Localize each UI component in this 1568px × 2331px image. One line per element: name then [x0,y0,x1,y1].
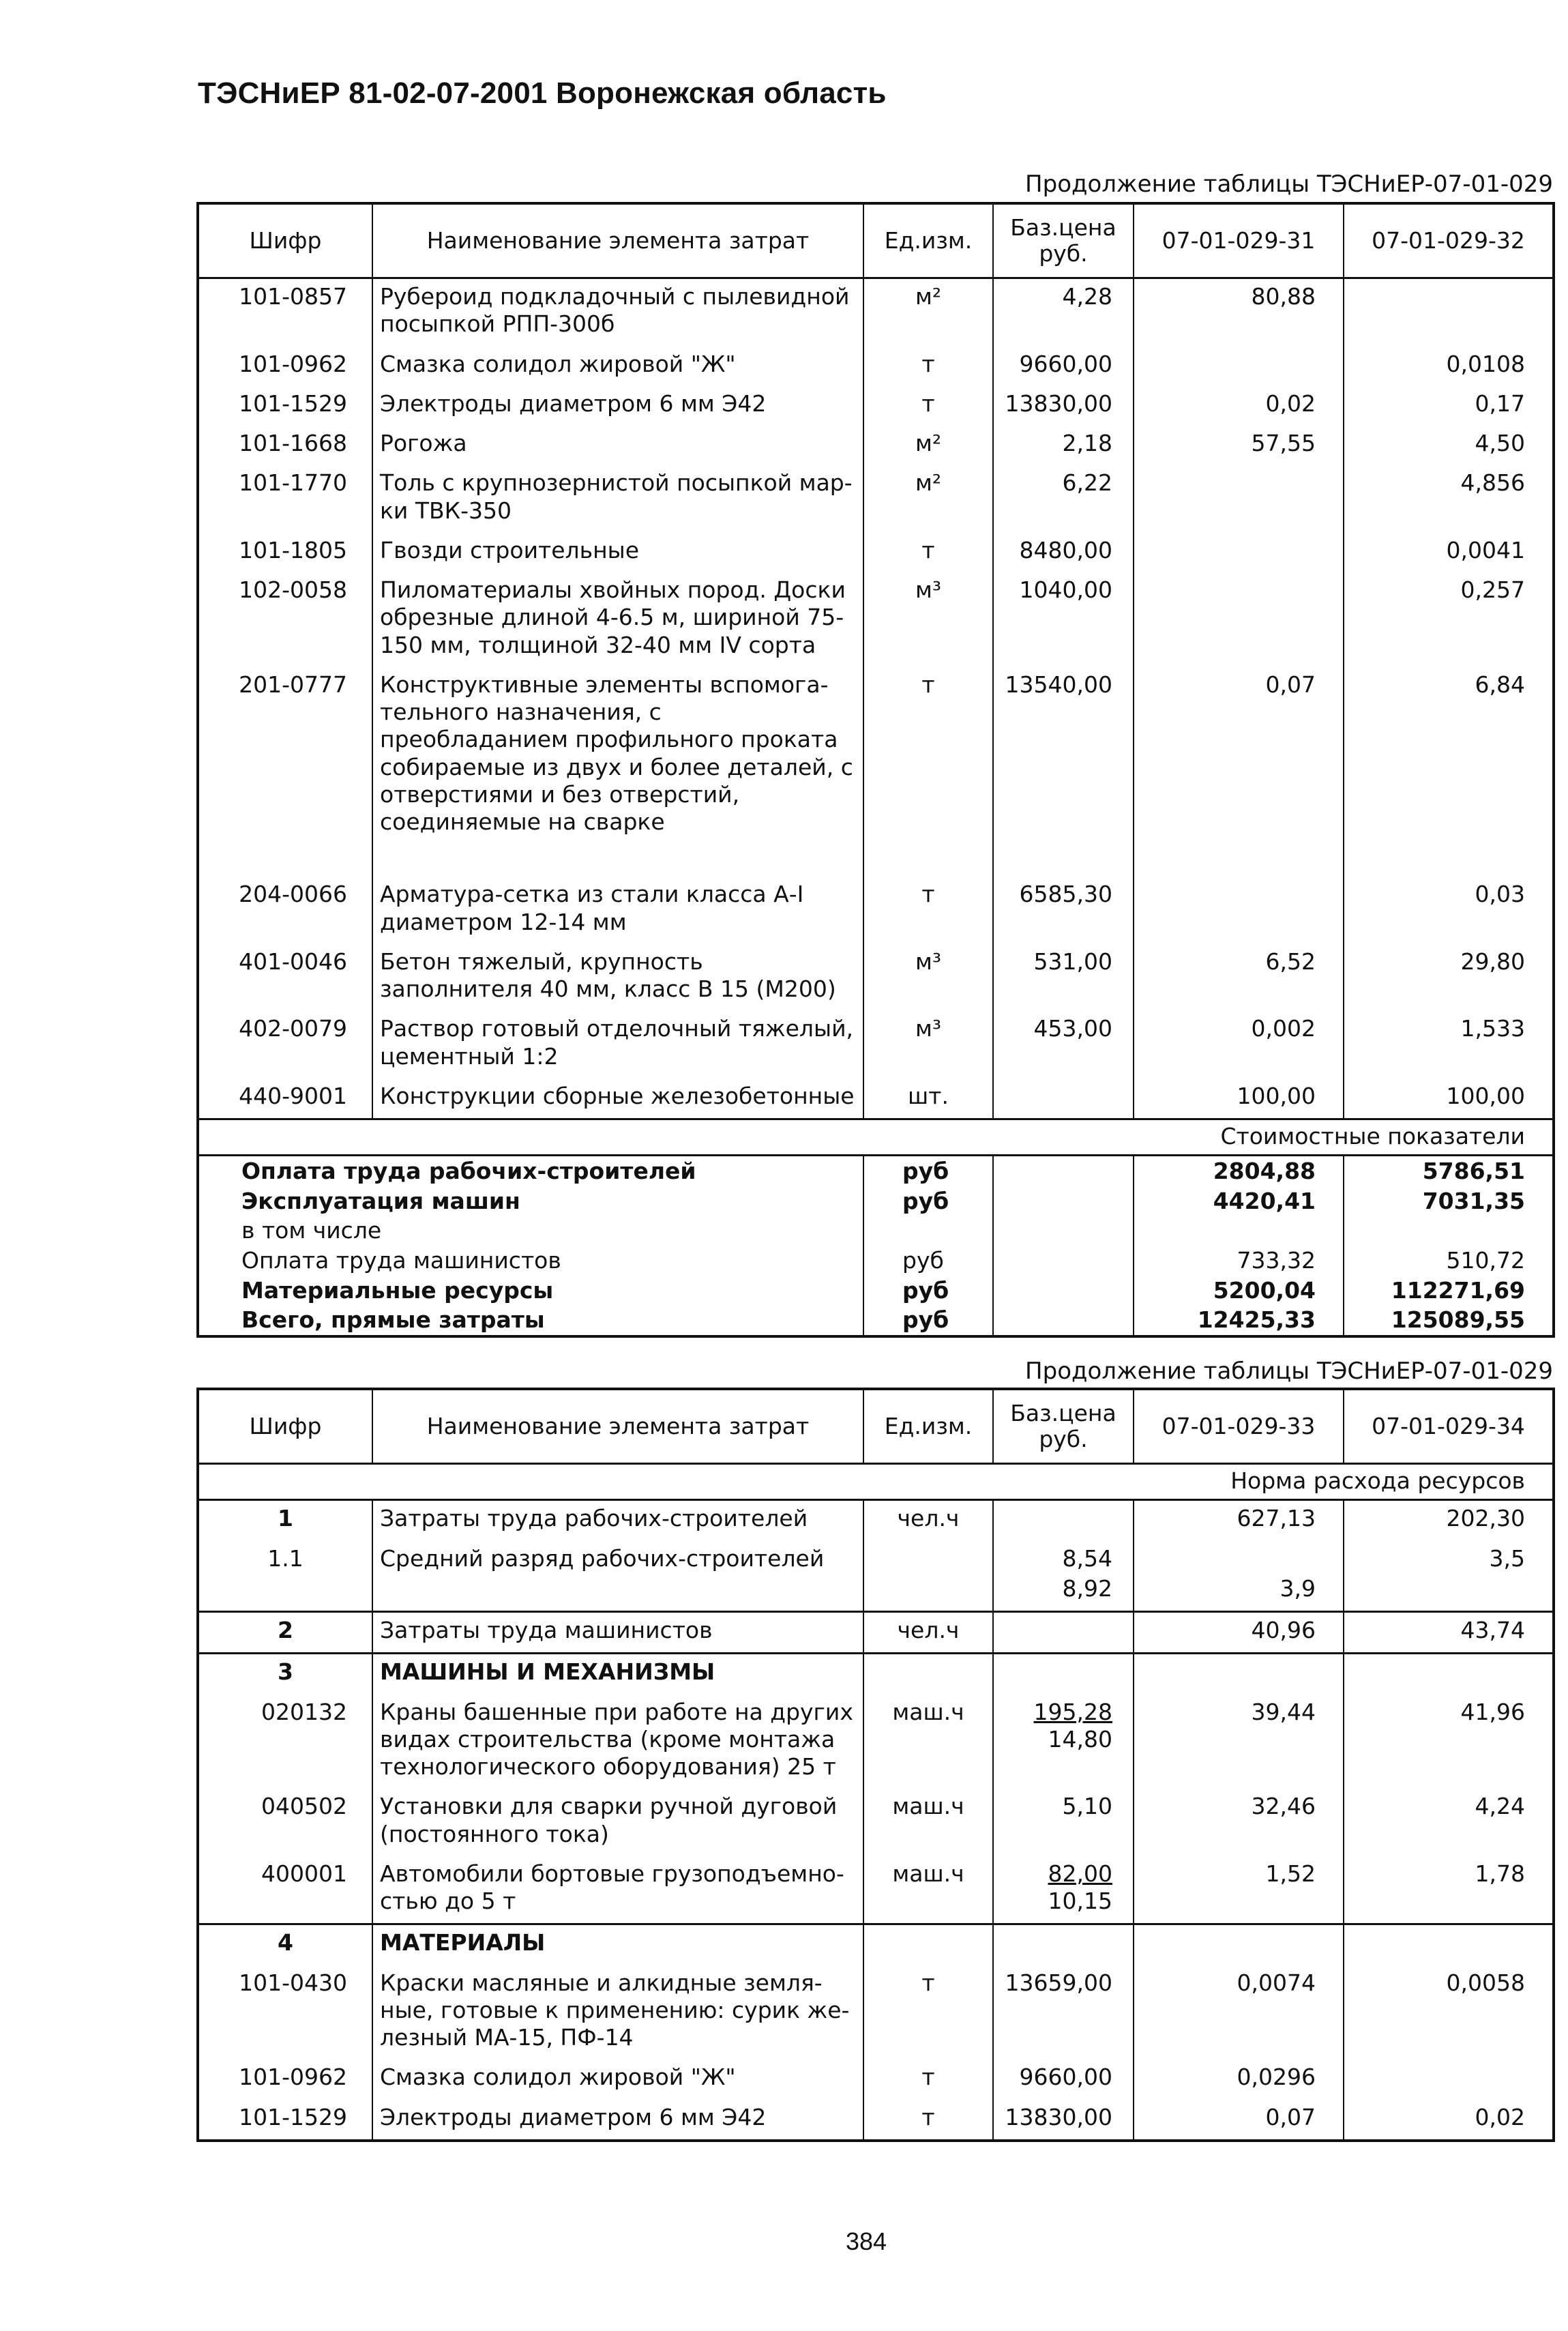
cell-unit: т [863,347,993,386]
cell-name: МАШИНЫ И МЕХАНИЗМЫ [372,1654,863,1695]
cell-code: 400001 [198,1856,372,1924]
cell-col-a: 100,00 [1134,1079,1344,1119]
cell-unit: т [863,667,993,877]
cell-code: 440-9001 [198,1079,372,1119]
table-row [198,1856,1554,1924]
cell-col-a: 0,02 [1134,386,1344,426]
cell-col-b: 4,24 [1344,1789,1554,1856]
cell-code: 101-1529 [198,386,372,426]
cell-code: 040502 [198,1789,372,1856]
summary-col-b: 5786,51 [1344,1156,1554,1186]
cell-name: Гвозди строительные [372,533,863,572]
cell-unit [863,1924,993,1965]
cell-name: Бетон тяжелый, крупность заполнителя 40 мм, класс В 15 (М200) [372,944,863,1012]
price-value: 82,00 [1048,1860,1112,1887]
cell-name: Пиломатериалы хвойных пород. Доски обрезные длиной 4-6.5 м, шириной 75-150 мм, толщиной 32-40 мм IV сорта [372,572,863,667]
cell-code: 101-1805 [198,533,372,572]
summary-col-a: 4420,41 [1134,1186,1344,1216]
cell-price [993,1924,1134,1965]
cell-code: 101-1668 [198,426,372,465]
cell-code: 101-0857 [198,278,372,347]
cell-unit [863,1574,993,1612]
cell-price: 2,18 [993,426,1134,465]
summary-price [993,1305,1134,1336]
cell-name: Толь с крупнозернистой посыпкой мар-ки ТВК-350 [372,465,863,533]
summary-label: Оплата труда рабочих-строителей [198,1156,863,1186]
table-row [198,1011,1554,1079]
cell-unit: т [863,386,993,426]
column-header-code: Шифр [198,203,372,278]
cell-unit: т [863,2059,993,2099]
cell-price: 13540,00 [993,667,1134,877]
cell-col-a: 0,0296 [1134,2059,1344,2099]
cell-col-b: 3,5 [1344,1541,1554,1574]
cell-price [993,1695,1134,1789]
cell-name: Автомобили бортовые грузоподъемно-стью до 5 т [372,1856,863,1924]
cell-price: 8,54 [993,1541,1134,1574]
cell-unit: т [863,533,993,572]
summary-col-a: 733,32 [1134,1246,1344,1276]
column-header-col-a: 07-01-029-33 [1134,1389,1344,1464]
cell-unit: м² [863,278,993,347]
cell-col-b: 43,74 [1344,1612,1554,1654]
cell-col-b [1344,278,1554,347]
table-row [198,1789,1554,1856]
cell-col-a [1134,1924,1344,1965]
cell-code: 2 [198,1612,372,1654]
cell-col-b [1344,2059,1554,2099]
table-row [198,1079,1554,1119]
table-row [198,465,1554,533]
cell-code: 020132 [198,1695,372,1789]
summary-label: в том числе [198,1216,863,1246]
cell-col-a: 0,0074 [1134,1965,1344,2060]
summary-unit: руб [863,1186,993,1216]
cell-name: Арматура-сетка из стали класса А-I диаметром 12-14 мм [372,877,863,944]
cell-col-a [1134,1541,1344,1574]
cell-name: Конструктивные элементы вспомога-тельного назначения, с преобладанием профильного проката собираемые из двух и более деталей, с отверстиями и без отверстий, соединяемые на сварке [372,667,863,877]
cell-code: 402-0079 [198,1011,372,1079]
cell-col-b [1344,1574,1554,1612]
table-row [198,426,1554,465]
cell-code [198,1574,372,1612]
cell-price [993,1079,1134,1119]
table-header-row [198,203,1554,278]
cell-name: Рогожа [372,426,863,465]
table-row [198,347,1554,386]
cell-code: 4 [198,1924,372,1965]
cell-col-a: 6,52 [1134,944,1344,1012]
cell-name: Электроды диаметром 6 мм Э42 [372,2100,863,2141]
summary-unit: руб [863,1305,993,1336]
cell-name: Электроды диаметром 6 мм Э42 [372,386,863,426]
cell-col-b: 1,78 [1344,1856,1554,1924]
summary-col-b: 112271,69 [1344,1276,1554,1306]
table-row [198,667,1554,877]
summary-col-a: 5200,04 [1134,1276,1344,1306]
summary-unit: руб [863,1276,993,1306]
summary-row [198,1246,1554,1276]
summary-row [198,1276,1554,1306]
cell-code: 201-0777 [198,667,372,877]
table-row [198,278,1554,347]
cell-col-b [1344,1924,1554,1965]
cell-price: 4,28 [993,278,1134,347]
cell-unit: чел.ч [863,1612,993,1654]
cell-col-b: 0,17 [1344,386,1554,426]
cell-price [993,1500,1134,1541]
cell-unit: м³ [863,944,993,1012]
cell-price: 1040,00 [993,572,1134,667]
section-label: Норма расхода ресурсов [198,1464,1554,1500]
cell-unit: т [863,1965,993,2060]
cell-code: 1 [198,1500,372,1541]
cell-unit: маш.ч [863,1695,993,1789]
table-row [198,2059,1554,2099]
cell-price: 13659,00 [993,1965,1134,2060]
cell-unit: маш.ч [863,1789,993,1856]
cell-name: Раствор готовый отделочный тяжелый, цементный 1:2 [372,1011,863,1079]
summary-col-a: 12425,33 [1134,1305,1344,1336]
summary-col-b: 510,72 [1344,1246,1554,1276]
cell-unit: чел.ч [863,1500,993,1541]
cell-price: 13830,00 [993,2100,1134,2141]
cell-price: 8480,00 [993,533,1134,572]
cell-price: 5,10 [993,1789,1134,1856]
cell-code: 1.1 [198,1541,372,1574]
resource-table-2 [196,1388,1555,2142]
column-header-name: Наименование элемента затрат [372,1389,863,1464]
summary-col-a [1134,1216,1344,1246]
cell-col-b: 0,02 [1344,2100,1554,2141]
cell-col-b: 0,257 [1344,572,1554,667]
cell-name [372,1574,863,1612]
column-header-name: Наименование элемента затрат [372,203,863,278]
table-row [198,572,1554,667]
document-title: ТЭСНиЕР 81-02-07-2001 Воронежская область [198,76,887,110]
summary-col-b: 125089,55 [1344,1305,1554,1336]
summary-price [993,1276,1134,1306]
column-header-col-a: 07-01-029-31 [1134,203,1344,278]
cell-unit: т [863,877,993,944]
table-row [198,1612,1554,1654]
column-header-price: Баз.цена руб. [993,203,1134,278]
cell-col-b: 0,0041 [1344,533,1554,572]
table-row [198,1574,1554,1612]
summary-row [198,1186,1554,1216]
table-row [198,386,1554,426]
summary-row [198,1156,1554,1186]
summary-price [993,1246,1134,1276]
cell-col-a [1134,533,1344,572]
cell-price: 13830,00 [993,386,1134,426]
cell-col-b: 1,533 [1344,1011,1554,1079]
cell-name: Рубероид подкладочный с пылевидной посыпкой РПП-300б [372,278,863,347]
cell-unit [863,1654,993,1695]
cell-price: 9660,00 [993,347,1134,386]
cell-unit: м² [863,426,993,465]
cell-unit: м³ [863,572,993,667]
cell-code: 101-1770 [198,465,372,533]
table-row [198,944,1554,1012]
cell-col-b: 4,50 [1344,426,1554,465]
cell-price: 531,00 [993,944,1134,1012]
continuation-caption: Продолжение таблицы ТЭСНиЕР-07-01-029 [1025,171,1553,198]
cell-col-b: 4,856 [1344,465,1554,533]
cell-price: 6585,30 [993,877,1134,944]
column-header-price: Баз.цена руб. [993,1389,1134,1464]
summary-unit: руб [863,1156,993,1186]
cell-unit [863,1541,993,1574]
cell-price: 8,92 [993,1574,1134,1612]
cell-col-b: 41,96 [1344,1695,1554,1789]
table-row [198,1500,1554,1541]
cell-code: 101-0962 [198,347,372,386]
table-header-row [198,1389,1554,1464]
cell-name: Смазка солидол жировой "Ж" [372,347,863,386]
section-row [198,1119,1554,1156]
cell-col-b: 6,84 [1344,667,1554,877]
cell-name: Краны башенные при работе на других видах строительства (кроме монтажа технологического оборудования) 25 т [372,1695,863,1789]
cell-code: 204-0066 [198,877,372,944]
summary-label: Всего, прямые затраты [198,1305,863,1336]
table-row [198,2100,1554,2141]
cell-col-b: 29,80 [1344,944,1554,1012]
cell-col-a [1134,1654,1344,1695]
cell-code: 101-0430 [198,1965,372,2060]
cell-unit: м³ [863,1011,993,1079]
cell-col-b: 0,0058 [1344,1965,1554,2060]
cell-name: Установки для сварки ручной дуговой (постоянного тока) [372,1789,863,1856]
cell-col-a: 0,002 [1134,1011,1344,1079]
cell-name: Краски масляные и алкидные земля-ные, готовые к применению: сурик же-лезный МА-15, ПФ-14 [372,1965,863,2060]
column-header-code: Шифр [198,1389,372,1464]
cell-price [993,1856,1134,1924]
cell-col-b: 0,03 [1344,877,1554,944]
cell-code: 101-1529 [198,2100,372,2141]
summary-row [198,1305,1554,1336]
column-header-col-b: 07-01-029-32 [1344,203,1554,278]
cell-col-a: 80,88 [1134,278,1344,347]
cell-unit: маш.ч [863,1856,993,1924]
cell-col-b: 100,00 [1344,1079,1554,1119]
cell-name: МАТЕРИАЛЫ [372,1924,863,1965]
column-header-unit: Ед.изм. [863,1389,993,1464]
table-row [198,533,1554,572]
cell-col-b [1344,1654,1554,1695]
cell-col-a: 57,55 [1134,426,1344,465]
price-secondary: 10,15 [1048,1888,1112,1914]
column-header-col-b: 07-01-029-34 [1344,1389,1554,1464]
cell-price [993,1654,1134,1695]
cell-col-a: 627,13 [1134,1500,1344,1541]
cell-col-a [1134,877,1344,944]
cell-name: Затраты труда рабочих-строителей [372,1500,863,1541]
summary-price [993,1156,1134,1186]
price-secondary: 14,80 [1048,1725,1112,1753]
cell-price: 9660,00 [993,2059,1134,2099]
column-header-unit: Ед.изм. [863,203,993,278]
summary-row [198,1216,1554,1246]
cell-name: Затраты труда машинистов [372,1612,863,1654]
page-number: 384 [846,2227,887,2255]
cell-col-a: 0,07 [1134,667,1344,877]
cell-unit: шт. [863,1079,993,1119]
cell-name: Конструкции сборные железобетонные [372,1079,863,1119]
table-row [198,1541,1554,1574]
continuation-caption: Продолжение таблицы ТЭСНиЕР-07-01-029 [1025,1358,1553,1385]
cell-name: Средний разряд рабочих-строителей [372,1541,863,1574]
table-row [198,1924,1554,1965]
cell-price: 6,22 [993,465,1134,533]
summary-col-a: 2804,88 [1134,1156,1344,1186]
cell-col-b: 202,30 [1344,1500,1554,1541]
cell-name: Смазка солидол жировой "Ж" [372,2059,863,2099]
cell-unit: т [863,2100,993,2141]
cell-col-a: 32,46 [1134,1789,1344,1856]
cell-price: 453,00 [993,1011,1134,1079]
cell-col-a: 39,44 [1134,1695,1344,1789]
summary-unit [863,1216,993,1246]
cell-code: 101-0962 [198,2059,372,2099]
cell-code: 102-0058 [198,572,372,667]
table-row [198,1965,1554,2060]
section-row [198,1464,1554,1500]
cell-unit: м² [863,465,993,533]
cell-col-a: 40,96 [1134,1612,1344,1654]
section-label: Стоимостные показатели [198,1119,1554,1156]
cell-code: 401-0046 [198,944,372,1012]
summary-label: Эксплуатация машин [198,1186,863,1216]
summary-unit: руб [863,1246,993,1276]
table-row [198,877,1554,944]
summary-col-b: 7031,35 [1344,1186,1554,1216]
summary-col-b [1344,1216,1554,1246]
cell-code: 3 [198,1654,372,1695]
cell-col-a [1134,465,1344,533]
cell-col-a [1134,347,1344,386]
summary-label: Оплата труда машинистов [198,1246,863,1276]
cell-col-b: 0,0108 [1344,347,1554,386]
cell-price [993,1612,1134,1654]
table-row [198,1654,1554,1695]
resource-table-1 [196,202,1555,1338]
cell-col-a: 3,9 [1134,1574,1344,1612]
table-row [198,1695,1554,1789]
price-value: 195,28 [1033,1698,1112,1725]
cell-col-a: 1,52 [1134,1856,1344,1924]
cell-col-a: 0,07 [1134,2100,1344,2141]
summary-price [993,1216,1134,1246]
summary-label: Материальные ресурсы [198,1276,863,1306]
summary-price [993,1186,1134,1216]
cell-col-a [1134,572,1344,667]
